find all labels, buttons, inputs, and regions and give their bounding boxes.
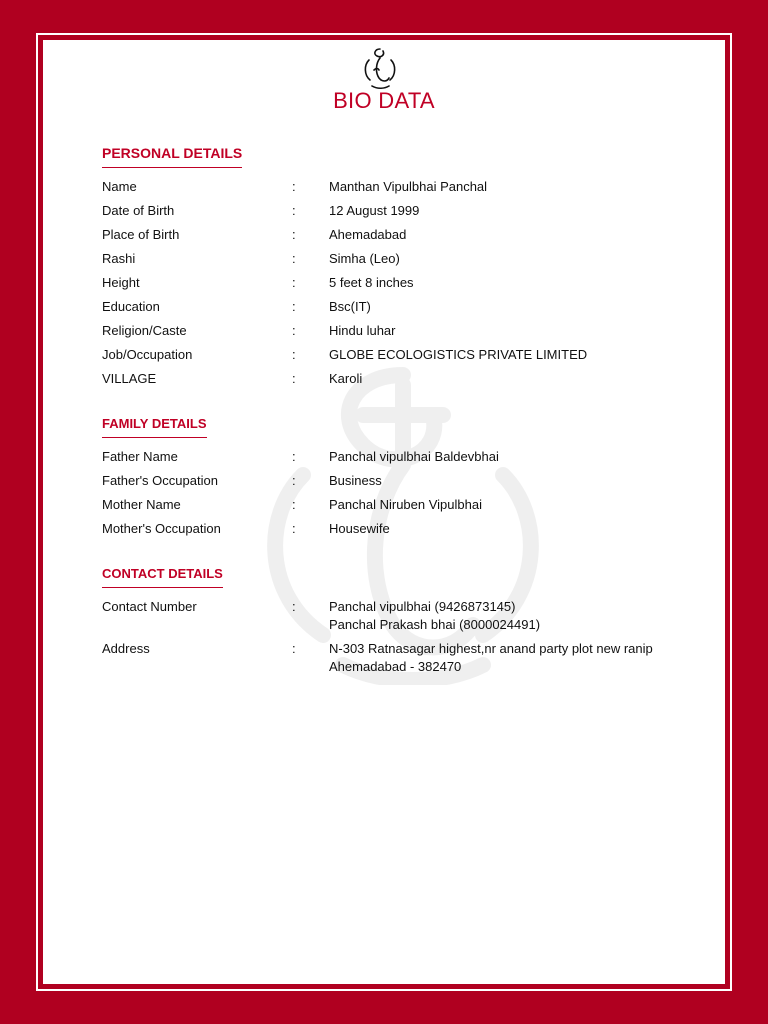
field-separator: : (292, 449, 296, 464)
biodata-sheet (43, 40, 725, 984)
field-separator: : (292, 227, 296, 242)
field-label: Job/Occupation (102, 347, 193, 362)
field-label: Address (102, 641, 150, 656)
field-value: Panchal Niruben Vipulbhai (329, 497, 482, 512)
field-value-line2: Panchal Prakash bhai (8000024491) (329, 617, 541, 632)
field-label: Height (102, 275, 140, 290)
field-value: Panchal vipulbhai (9426873145) (329, 599, 516, 614)
field-label: Place of Birth (102, 227, 180, 242)
field-label: Father's Occupation (102, 473, 218, 488)
field-value-line2: Ahemadabad - 382470 (329, 659, 462, 674)
field-row (102, 640, 702, 676)
field-value: 5 feet 8 inches (329, 275, 414, 290)
field-label: Religion/Caste (102, 323, 187, 338)
field-separator: : (292, 179, 296, 194)
section-heading-personal: PERSONAL DETAILS (102, 145, 242, 168)
field-label: VILLAGE (102, 371, 157, 386)
field-label: Mother's Occupation (102, 521, 221, 536)
field-separator: : (292, 299, 296, 314)
field-value: Hindu luhar (329, 323, 396, 338)
field-value: Ahemadabad (329, 227, 407, 242)
field-value: Manthan Vipulbhai Panchal (329, 179, 488, 194)
section-heading-contact: CONTACT DETAILS (102, 566, 223, 588)
field-label: Contact Number (102, 599, 197, 614)
page-title: BIO DATA (333, 88, 435, 113)
field-label: Education (102, 299, 160, 314)
field-row (102, 598, 702, 634)
ganesha-watermark-icon (243, 355, 563, 685)
field-separator: : (292, 473, 296, 488)
field-value: Business (329, 473, 382, 488)
field-separator: : (292, 599, 296, 614)
field-value: Bsc(IT) (329, 299, 371, 314)
section-heading-family: FAMILY DETAILS (102, 416, 207, 438)
field-label: Father Name (102, 449, 178, 464)
field-label: Mother Name (102, 497, 181, 512)
field-separator: : (292, 497, 296, 512)
field-separator: : (292, 347, 296, 362)
field-separator: : (292, 323, 296, 338)
field-value: Karoli (329, 371, 363, 386)
ganesha-icon (361, 46, 399, 90)
field-label: Date of Birth (102, 203, 175, 218)
field-value: N-303 Ratnasagar highest,nr anand party plot new ranip (329, 641, 653, 656)
field-separator: : (292, 641, 296, 656)
field-value: GLOBE ECOLOGISTICS PRIVATE LIMITED (329, 347, 588, 362)
field-separator: : (292, 521, 296, 536)
field-separator: : (292, 275, 296, 290)
field-value: Housewife (329, 521, 390, 536)
field-separator: : (292, 203, 296, 218)
field-value: Panchal vipulbhai Baldevbhai (329, 449, 499, 464)
field-label: Name (102, 179, 137, 194)
field-separator: : (292, 371, 296, 386)
field-label: Rashi (102, 251, 136, 266)
field-separator: : (292, 251, 296, 266)
field-value: Simha (Leo) (329, 251, 400, 266)
field-value: 12 August 1999 (329, 203, 420, 218)
